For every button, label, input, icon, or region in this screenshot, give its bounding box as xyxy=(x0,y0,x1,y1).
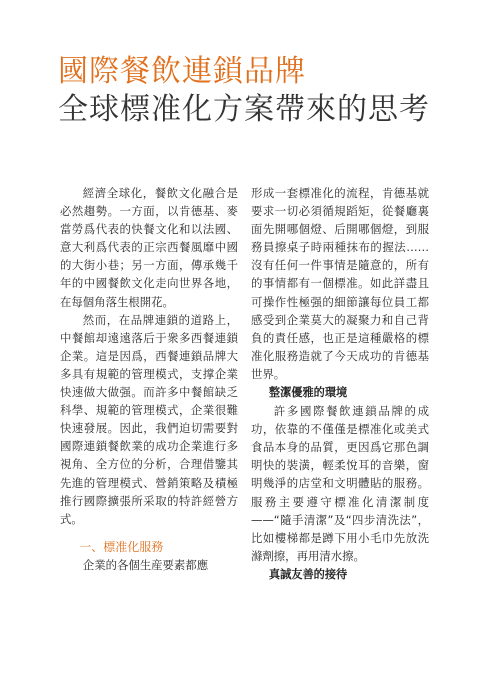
paragraph: 形成一套標准化的流程，肯德基就要求一切必須循規蹈矩，從餐廳裏面先開哪個燈、后開哪個燈，到服務員擦桌子時兩種抹布的握法……沒有任何一件事情是隨意的，所有的事情都有一個標准。如此詳盡且可操作性極强的細節讓每位員工都感受到企業莫大的凝聚力和自己背負的責任感，也正是這種嚴格的標准化服務造就了今天成功的肯德基世界。 xyxy=(251,186,429,381)
paragraph: 然而，在品牌連鎖的道路上，中餐館却遠遠落后于衆多西餐連鎖企業。這是因爲，西餐連鎖品牌大多具有規範的管理模式，支撑企業快速做大做强。而許多中餐館缺乏科學、規範的管理模式，企業很難快速發展。因此，我們迫切需要對國際連鎖餐飲業的成功企業進行多視角、全方位的分析，合理借鑒其先進的管理模式、營銷策略及積極推行國際擴張所采取的特許經營方式。 xyxy=(60,312,238,526)
right-column xyxy=(251,184,429,584)
article-title-line1: 國際餐飲連鎖品牌 xyxy=(58,54,306,89)
paragraph: 許多國際餐飲連鎖品牌的成功，依靠的不僅僅是標准化或美式食品本身的品質，更因爲它那色調明快的裝潢，輕柔悅耳的音樂，窗明幾淨的店堂和文明體貼的服務。服務主要遵守標准化清潔制度——“隨手清潔”及“四步清洗法”，比如樓梯都是蹲下用小毛巾先放洗滌劑擦，再用清水擦。 xyxy=(251,404,429,563)
subheading: 整潔優雅的環境 xyxy=(268,385,348,400)
paragraph: 經濟全球化，餐飲文化融合是必然趨勢。一方面，以肯德基、麥當勞爲代表的快餐文化和以法國、意大利爲代表的正宗西餐風靡中國的大街小巷；另一方面，傳承幾千年的中國餐飲文化走向世界各地，在每個角落生根開花。 xyxy=(60,186,238,309)
spacer xyxy=(60,528,238,538)
left-column xyxy=(60,184,238,574)
section-heading: 一、標准化服務 xyxy=(79,539,164,554)
article-title-line2: 全球標准化方案帶來的思考 xyxy=(58,92,430,127)
subheading: 真誠友善的接待 xyxy=(268,566,348,581)
paragraph: 企業的各個生産要素都應 xyxy=(82,557,209,572)
